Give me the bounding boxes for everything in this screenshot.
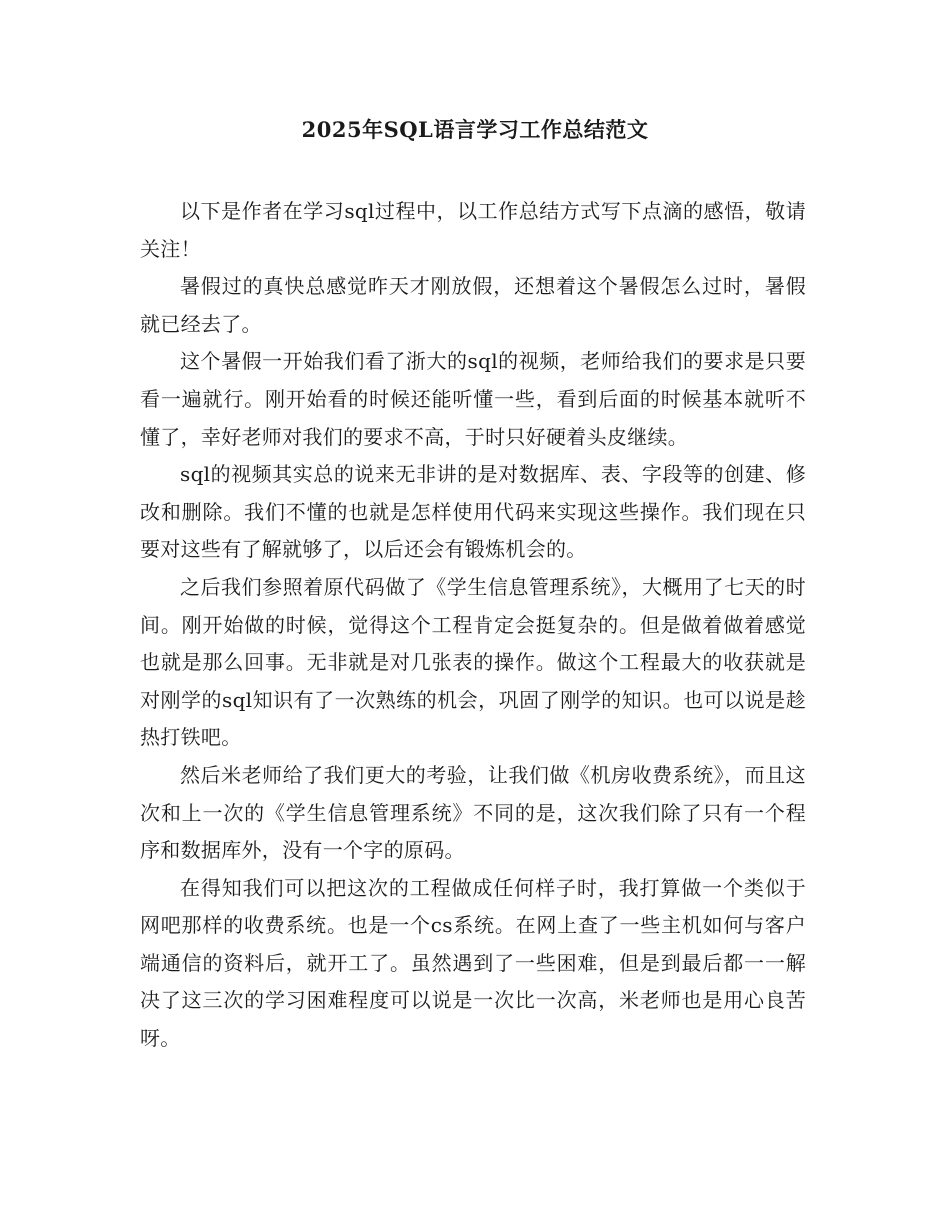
paragraph-student-system: 之后我们参照着原代码做了《学生信息管理系统》，大概用了七天的时间。刚开始做的时候，觉得这个工程肯定会挺复杂的。但是做着做着感觉也就是那么回事。无非就是对几张表的操作。做这个工程最大的收获就是对刚学的sql知识有了一次熟练的机会，巩固了刚学的知识。也可以说是趁热打铁吧。 (140, 574, 806, 750)
paragraph-billing-system: 然后米老师给了我们更大的考验，让我们做《机房收费系统》，而且这次和上一次的《学生信息管理系统》不同的是，这次我们除了只有一个程序和数据库外，没有一个字的原码。 (140, 762, 806, 863)
paragraph-intro: 以下是作者在学习sql过程中，以工作总结方式写下点滴的感悟，敬请关注！ (140, 199, 806, 261)
document-title: 2025年SQL语言学习工作总结范文 (301, 117, 649, 142)
document-body (140, 193, 806, 1058)
paragraph-sql-content: sql的视频其实总的说来无非讲的是对数据库、表、字段等的创建、修改和删除。我们不懂的也就是怎样使用代码来实现这些操作。我们现在只要对这些有了解就够了，以后还会有锻炼机会的。 (140, 462, 806, 562)
paragraph-sql-videos: 这个暑假一开始我们看了浙大的sql的视频，老师给我们的要求是只要看一遍就行。刚开始看的时候还能听懂一些，看到后面的时候基本就听不懂了，幸好老师对我们的要求不高，于时只好硬着头皮继续。 (140, 349, 806, 449)
paragraph-summer: 暑假过的真快总感觉昨天才刚放假，还想着这个暑假怎么过时，暑假就已经去了。 (140, 274, 806, 336)
paragraph-conclusion: 在得知我们可以把这次的工程做成任何样子时，我打算做一个类似于网吧那样的收费系统。也是一个cs系统。在网上查了一些主机如何与客户端通信的资料后，就开工了。虽然遇到了一些困难，但是到最后都一一解决了这三次的学习困难程度可以说是一次比一次高，米老师也是用心良苦呀。 (140, 875, 806, 1051)
